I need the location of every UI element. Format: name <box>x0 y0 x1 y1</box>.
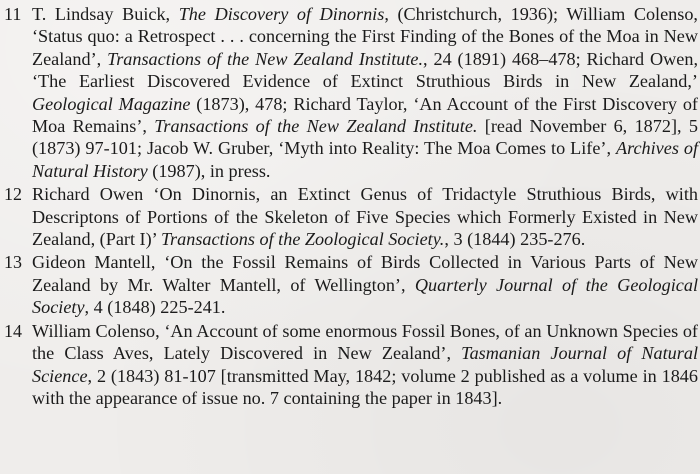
italic-title: Transactions of the New Zealand Institute. <box>107 48 424 69</box>
endnote-text <box>32 251 698 318</box>
endnote-11 <box>4 3 698 182</box>
text-segment: Richard Owen ‘On Dinornis, an Extinct Genus of Tridactyle Struthious Birds, with Descriptons of Portions of the Skeleton of Five Species which Formerly Existed in New Zealand, (Part I)’ <box>32 184 698 250</box>
endnote-text <box>32 3 698 182</box>
endnotes-list <box>4 3 698 410</box>
endnote-number: 12 <box>4 184 22 205</box>
endnote-12 <box>4 183 698 250</box>
text-segment: , 2 (1843) 81-107 [transmitted May, 1842; volume 2 published as a volume in 1846 with the appearance of issue no. 7 containing the paper in 1843]. <box>32 365 698 408</box>
text-segment: [read November 6, 1872], 5 (1873) 97-101; Jacob W. Gruber, ‘Myth into Reality: The Moa Comes to Life’, <box>32 116 698 159</box>
italic-title: Quarterly Journal of the Geological Society <box>32 274 698 318</box>
text-segment: Gideon Mantell, ‘On the Fossil Remains of Birds Collected in Various Parts of New Zealand by Mr. Walter Mantell, of Wellington’, <box>32 252 698 295</box>
endnote-number: 13 <box>4 252 22 273</box>
text-segment: , (Christchurch, 1936); William Colenso, ‘Status quo: a Retrospect . . . concerning the First Finding of the Bones of the Moa in New Zealand’, <box>32 4 698 69</box>
endnote-14 <box>4 320 698 410</box>
text-segment: William Colenso, ‘An Account of some enormous Fossil Bones, of an Unknown Species of the Class Aves, Lately Discovered in New Zealand’, <box>32 320 698 364</box>
italic-title: Archives of Natural History <box>32 138 698 181</box>
endnote-text <box>32 320 698 410</box>
italic-title: The Discovery of Dinornis <box>178 4 385 24</box>
text-segment: , 4 (1848) 225-241. <box>84 297 226 318</box>
italic-title: Tasmanian Journal of Natural Science <box>32 343 698 386</box>
endnote-text <box>32 183 698 250</box>
text-segment: T. Lindsay Buick, <box>32 4 179 24</box>
text-segment: , 3 (1844) 235-276. <box>444 229 586 250</box>
italic-title: Transactions of the New Zealand Institute. <box>154 116 478 137</box>
endnote-13 <box>4 251 698 318</box>
endnote-number: 14 <box>4 320 22 341</box>
italic-title: Geological Magazine <box>32 93 191 114</box>
text-segment: , 24 (1891) 468–478; Richard Owen, ‘The Earliest Discovered Evidence of Extinct Struthious Birds in New Zealand,’ <box>32 48 698 92</box>
text-segment: (1873), 478; Richard Taylor, ‘An Account of the First Discovery of Moa Remains’, <box>32 93 698 137</box>
endnote-number: 11 <box>4 4 22 24</box>
text-segment: (1987), in press. <box>147 160 271 181</box>
italic-title: Transactions of the Zoological Society. <box>160 229 445 250</box>
